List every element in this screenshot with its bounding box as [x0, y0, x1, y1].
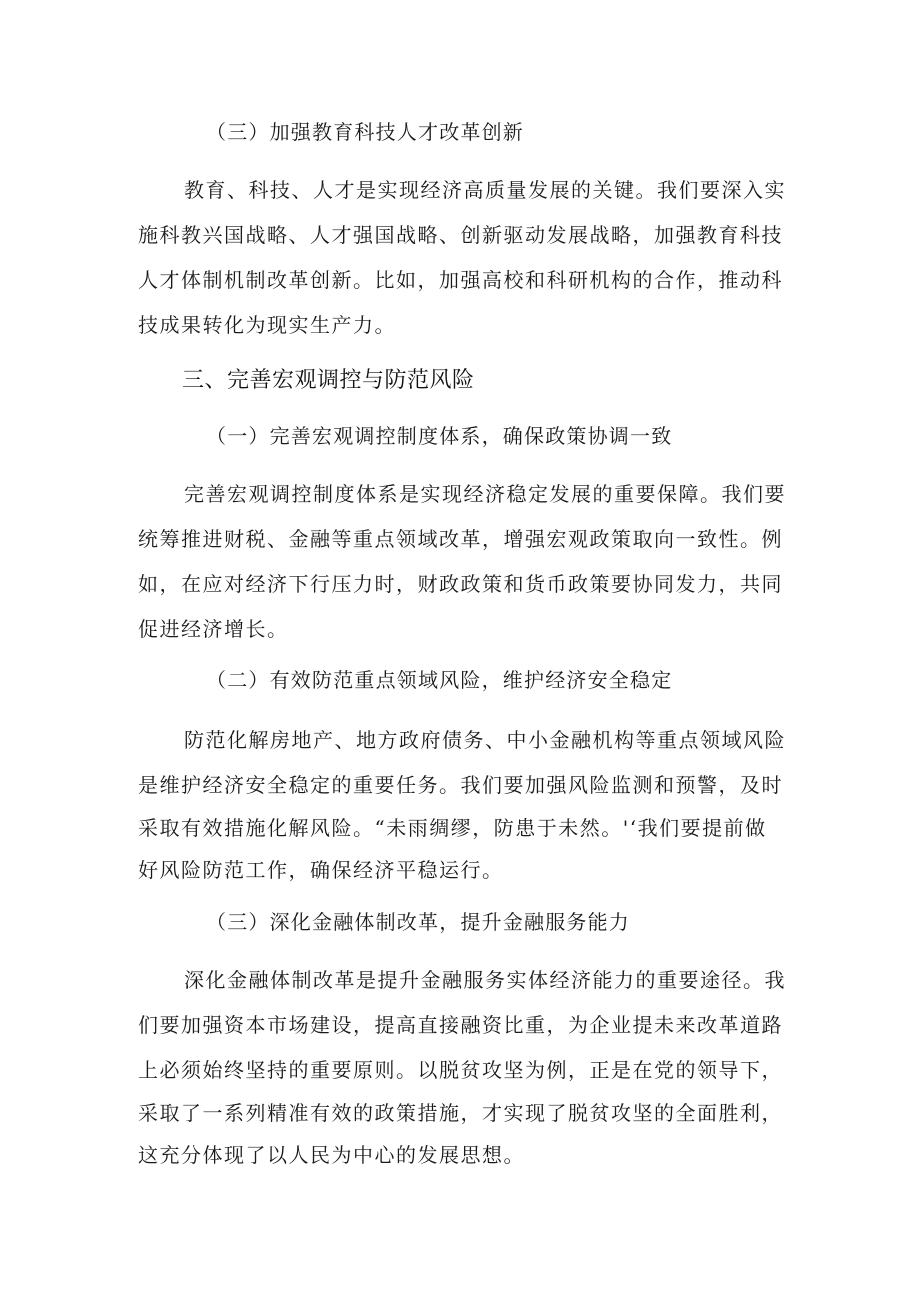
paragraph-line: 上必须始终坚持的重要原则。以脱贫攻坚为例，正是在党的领导下， [138, 1058, 783, 1082]
paragraph-line: 好风险防范工作，确保经济平稳运行。 [138, 858, 504, 882]
subheading-macro-control: （一）完善宏观调控制度体系，确保政策协调一致 [206, 424, 673, 448]
paragraph-line: 技成果转化为现实生产力。 [138, 313, 396, 337]
paragraph-line: 防范化解房地产、地方政府债务、中小金融机构等重点领域风险 [184, 728, 786, 752]
paragraph-line: 促进经济增长。 [138, 617, 289, 641]
paragraph-line: 如，在应对经济下行压力时，财政政策和货币政策要协同发力，共同 [138, 572, 783, 596]
paragraph-line: 教育、科技、人才是实现经济高质量发展的关键。我们要深入实 [184, 178, 786, 202]
paragraph-line: 统筹推进财税、金融等重点领域改革，增强宏观政策取向一致性。例 [138, 527, 783, 551]
paragraph-line: 人才体制机制改革创新。比如，加强高校和科研机构的合作，推动科 [138, 268, 783, 292]
paragraph-line: 深化金融体制改革是提升金融服务实体经济能力的重要途径。我 [184, 968, 786, 992]
subheading-risk-prevention: （二）有效防范重点领域风险，维护经济安全稳定 [206, 668, 673, 692]
subheading-finance-reform: （三）深化金融体制改革，提升金融服务能力 [206, 910, 630, 934]
paragraph-line: 这充分体现了以人民为中心的发展思想。 [138, 1143, 525, 1167]
paragraph-line: 采取了一系列精准有效的政策措施，才实现了脱贫攻坚的全面胜利， [138, 1101, 783, 1125]
subheading-edu-tech-talent: （三）加强教育科技人才改革创新 [206, 120, 524, 144]
paragraph-line: 完善宏观调控制度体系是实现经济稳定发展的重要保障。我们要 [184, 482, 786, 506]
paragraph-line: 采取有效措施化解风险。“未雨绸缪，防患于未然。'‘我们要提前做 [138, 816, 767, 840]
paragraph-line: 是维护经济安全稳定的重要任务。我们要加强风险监测和预警，及时 [138, 773, 783, 797]
paragraph-line: 们要加强资本市场建设，提高直接融资比重，为企业提未来改革道路 [138, 1013, 783, 1037]
paragraph-line: 施科教兴国战略、人才强国战略、创新驱动发展战略，加强教育科技 [138, 223, 783, 247]
section-title: 三、完善宏观调控与防范风险 [182, 368, 475, 393]
